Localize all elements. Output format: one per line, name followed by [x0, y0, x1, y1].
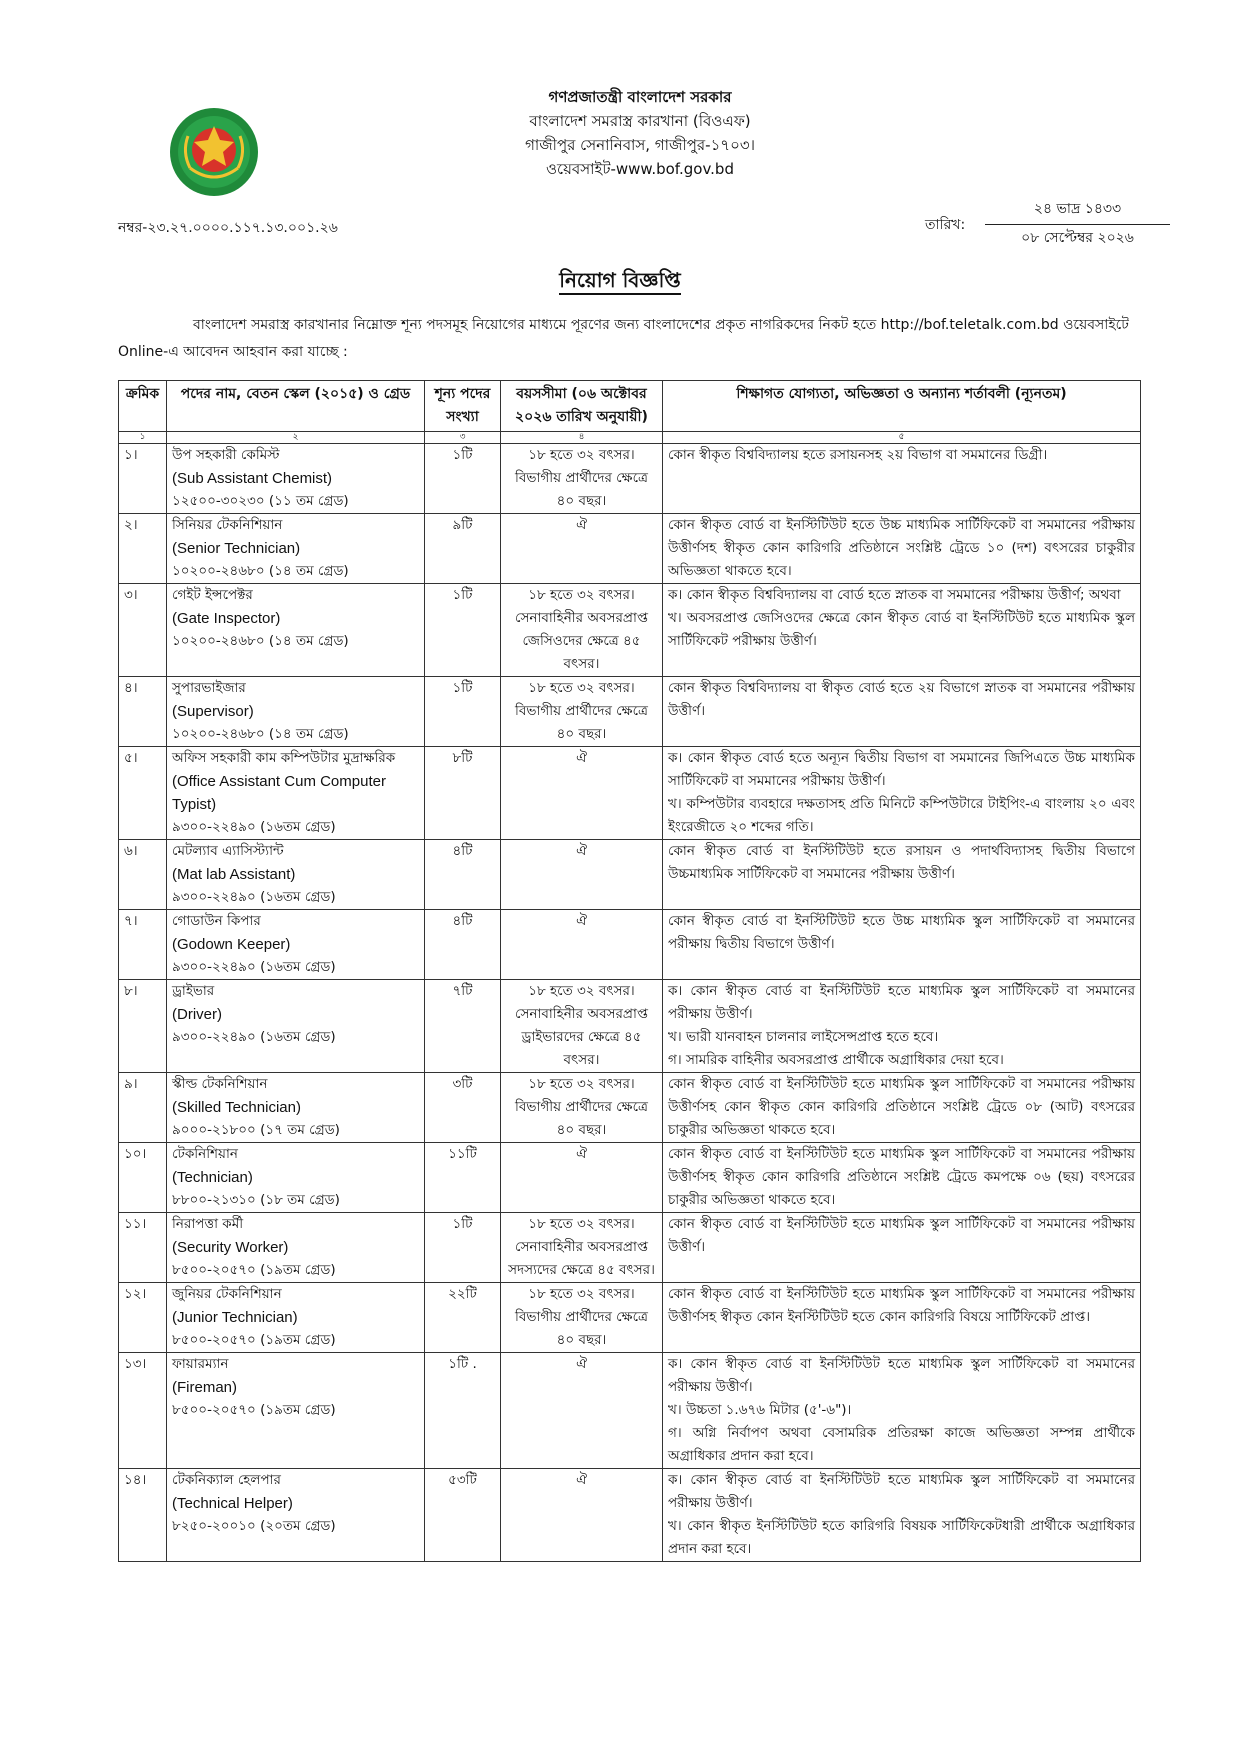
- pay-scale: ৯৩০০-২২৪৯০ (১৬তম গ্রেড): [172, 819, 336, 835]
- qualification-cell: [663, 1213, 1141, 1283]
- post-name-bangla: ড্রাইভার: [172, 983, 215, 999]
- header-post-name: পদের নাম, বেতন স্কেল (২০১৫) ও গ্রেড: [167, 381, 425, 432]
- organization-address: গাজীপুর সেনানিবাস, গাজীপুর-১৭০৩।: [525, 136, 755, 154]
- serial-cell: ৭।: [119, 910, 167, 980]
- vacancy-count-cell: ১টি: [425, 677, 501, 747]
- post-name-bangla: গোডাউন কিপার: [172, 913, 261, 929]
- post-name-cell: [167, 980, 425, 1073]
- table-row: [119, 747, 1141, 840]
- qualification-cell: [663, 444, 1141, 514]
- qualification-line: কোন স্বীকৃত বোর্ড বা ইনস্টিটিউট হতে মাধ্যমিক স্কুল সার্টিফিকেট বা সমমানের পরীক্ষায় উত্তীর্ণসহ স্বীকৃত কোন কারিগরি প্রতিষ্ঠানে সংশ্লিষ্ট ট্রেডে কমপক্ষে ০৬ (ছয়) বৎসরের চাকুরীর অভিজ্ঞতা থাকতে হবে।: [668, 1146, 1135, 1208]
- qualification-line: কোন স্বীকৃত বিশ্ববিদ্যালয় বা স্বীকৃত বোর্ড হতে ২য় বিভাগে স্নাতক বা সমমানের পরীক্ষায় উত্তীর্ণ।: [668, 680, 1135, 719]
- serial-cell: ৫।: [119, 747, 167, 840]
- post-name-english: (Godown Keeper): [172, 936, 291, 953]
- serial-cell: ৮।: [119, 980, 167, 1073]
- vacancy-count-cell: ৮টি: [425, 747, 501, 840]
- post-name-bangla: অফিস সহকারী কাম কম্পিউটার মুদ্রাক্ষরিক: [172, 750, 396, 766]
- government-name: গণপ্রজাতন্ত্রী বাংলাদেশ সরকার: [548, 88, 732, 106]
- table-row: [119, 584, 1141, 677]
- header-vacancy-count: শূন্য পদের সংখ্যা: [425, 381, 501, 432]
- post-name-cell: [167, 1213, 425, 1283]
- post-name-cell: [167, 584, 425, 677]
- serial-cell: ৩।: [119, 584, 167, 677]
- qualification-cell: [663, 980, 1141, 1073]
- post-name-cell: [167, 840, 425, 910]
- qualification-line: কোন স্বীকৃত বোর্ড বা ইনস্টিটিউট হতে মাধ্যমিক স্কুল সার্টিফিকেট বা সমমানের পরীক্ষায় উত্তীর্ণসহ কোন স্বীকৃত কোন কারিগরি প্রতিষ্ঠানে সংশ্লিষ্ট ট্রেডে ০৮ (আট) বৎসরের চাকুরীর অভিজ্ঞতা থাকতে হবে।: [668, 1076, 1135, 1138]
- serial-cell: ৪।: [119, 677, 167, 747]
- qualification-line: ক। কোন স্বীকৃত বোর্ড হতে অন্যূন দ্বিতীয় বিভাগ বা সমমানের জিপিএতে উচ্চ মাধ্যমিক সার্টিফিকেট বা সমমানের পরীক্ষায় উত্তীর্ণ।: [668, 750, 1135, 789]
- qualification-line: ক। কোন স্বীকৃত বোর্ড বা ইনস্টিটিউট হতে মাধ্যমিক স্কুল সার্টিফিকেট বা সমমানের পরীক্ষায় উত্তীর্ণ।: [668, 1356, 1135, 1395]
- post-name-bangla: গেইট ইন্সপেক্টর: [172, 587, 253, 603]
- age-limit-cell: ঐ: [501, 1353, 663, 1469]
- table-row: [119, 677, 1141, 747]
- qualification-line: কোন স্বীকৃত বোর্ড বা ইনস্টিটিউট হতে মাধ্যমিক স্কুল সার্টিফিকেট বা সমমানের পরীক্ষায় উত্তীর্ণ।: [668, 1216, 1135, 1255]
- post-name-english: (Fireman): [172, 1379, 238, 1396]
- post-name-english: (Technician): [172, 1169, 253, 1186]
- post-name-cell: [167, 444, 425, 514]
- age-limit-cell: ১৮ হতে ৩২ বৎসর। বিভাগীয় প্রার্থীদের ক্ষেত্রে ৪০ বছর।: [501, 1073, 663, 1143]
- table-row: [119, 1283, 1141, 1353]
- pay-scale: ৮২৫০-২০০১০ (২০তম গ্রেড): [172, 1518, 336, 1534]
- qualification-line: কোন স্বীকৃত বোর্ড বা ইনস্টিটিউট হতে রসায়ন ও পদার্থবিদ্যাসহ দ্বিতীয় বিভাগে উচ্চমাধ্যমিক সার্টিফিকেট বা সমমানের পরীক্ষায় উত্তীর্ণ।: [668, 843, 1135, 882]
- pay-scale: ৮৫০০-২০৫৭০ (১৯তম গ্রেড): [172, 1262, 336, 1278]
- vacancy-table-body: [119, 444, 1141, 1562]
- serial-cell: ১।: [119, 444, 167, 514]
- intro-paragraph: বাংলাদেশ সমরাস্ত্র কারখানার নিম্নোক্ত শূন্য পদসমূহ নিয়োগের মাধ্যমে পূরণের জন্য বাংলাদেশের প্রকৃত নাগরিকদের নিকট হতে http://bof.teletalk.com.bd ওয়েবসাইটে Online-এ আবেদন আহবান করা যাচ্ছে :: [118, 317, 1129, 360]
- post-name-cell: [167, 1353, 425, 1469]
- column-number: ৩: [425, 432, 501, 444]
- header-qualification: শিক্ষাগত যোগ্যতা, অভিজ্ঞতা ও অন্যান্য শর্তাবলী (ন্যূনতম): [663, 381, 1141, 432]
- pay-scale: ৯৩০০-২২৪৯০ (১৬তম গ্রেড): [172, 959, 336, 975]
- pay-scale: ৮৫০০-২০৫৭০ (১৯তম গ্রেড): [172, 1402, 336, 1418]
- age-limit-cell: ১৮ হতে ৩২ বৎসর। সেনাবাহিনীর অবসরপ্রাপ্ত সদস্যদের ক্ষেত্রে ৪৫ বৎসর।: [501, 1213, 663, 1283]
- post-name-bangla: মেটল্যাব এ্যাসিস্ট্যান্ট: [172, 843, 284, 859]
- qualification-line: খ। কম্পিউটার ব্যবহারে দক্ষতাসহ প্রতি মিনিটে কম্পিউটারে টাইপিং-এ বাংলায় ২০ এবং ইংরেজীতে ২০ শব্দের গতি।: [668, 796, 1135, 835]
- memo-number: নম্বর-২৩.২৭.০০০০.১১৭.১৩.০০১.২৬: [118, 220, 338, 236]
- qualification-line: কোন স্বীকৃত বোর্ড বা ইনস্টিটিউট হতে উচ্চ মাধ্যমিক সার্টিফিকেট বা সমমানের পরীক্ষায় উত্তীর্ণসহ স্বীকৃত কোন কারিগরি প্রতিষ্ঠানে সংশ্লিষ্ট ট্রেডে ১০ (দশ) বৎসরের চাকুরীর অভিজ্ঞতা থাকতে হবে।: [668, 517, 1135, 579]
- post-name-english: (Driver): [172, 1006, 222, 1023]
- post-name-cell: [167, 1073, 425, 1143]
- qualification-cell: [663, 1073, 1141, 1143]
- qualification-line: খ। ভারী যানবাহন চালনার লাইসেন্সপ্রাপ্ত হতে হবে।: [668, 1029, 939, 1045]
- pay-scale: ৯০০০-২১৮০০ (১৭ তম গ্রেড): [172, 1122, 340, 1138]
- post-name-bangla: সিনিয়র টেকনিশিয়ান: [172, 517, 283, 533]
- age-limit-cell: ঐ: [501, 840, 663, 910]
- age-limit-cell: ১৮ হতে ৩২ বৎসর। সেনাবাহিনীর অবসরপ্রাপ্ত ড্রাইভারদের ক্ষেত্রে ৪৫ বৎসর।: [501, 980, 663, 1073]
- table-row: [119, 444, 1141, 514]
- post-name-english: (Technical Helper): [172, 1495, 293, 1512]
- post-name-bangla: নিরাপত্তা কর্মী: [172, 1216, 244, 1232]
- post-name-cell: [167, 514, 425, 584]
- serial-cell: ১৩।: [119, 1353, 167, 1469]
- post-name-cell: [167, 1469, 425, 1562]
- post-name-english: (Sub Assistant Chemist): [172, 470, 333, 487]
- qualification-cell: [663, 514, 1141, 584]
- age-limit-cell: ১৮ হতে ৩২ বৎসর। বিভাগীয় প্রার্থীদের ক্ষেত্রে ৪০ বছর।: [501, 677, 663, 747]
- age-limit-cell: ঐ: [501, 910, 663, 980]
- header-serial: ক্রমিক: [119, 381, 167, 432]
- post-name-cell: [167, 747, 425, 840]
- post-name-bangla: সুপারভাইজার: [172, 680, 246, 696]
- serial-cell: ১১।: [119, 1213, 167, 1283]
- vacancy-count-cell: ১টি: [425, 584, 501, 677]
- serial-cell: ৬।: [119, 840, 167, 910]
- vacancy-count-cell: ৪টি: [425, 910, 501, 980]
- vacancy-table: [118, 380, 1141, 1562]
- qualification-line: খ। অবসরপ্রাপ্ত জেসিওদের ক্ষেত্রে কোন স্বীকৃত বোর্ড বা ইনস্টিটিউট হতে মাধ্যমিক স্কুল সার্টিফিকেট পরীক্ষায় উত্তীর্ণ।: [668, 610, 1135, 649]
- vacancy-count-cell: ৩টি: [425, 1073, 501, 1143]
- date-english: ০৮ সেপ্টেম্বর ২০২৬: [1021, 230, 1134, 246]
- table-row: [119, 980, 1141, 1073]
- date-divider: [985, 224, 1170, 225]
- qualification-line: গ। সামরিক বাহিনীর অবসরপ্রাপ্ত প্রার্থীকে অগ্রাধিকার দেয়া হবে।: [668, 1052, 1004, 1068]
- post-name-bangla: টেকনিক্যাল হেলপার: [172, 1472, 281, 1488]
- column-number: ৫: [663, 432, 1141, 444]
- organization-website: ওয়েবসাইট-www.bof.gov.bd: [546, 160, 734, 178]
- qualification-line: গ। অগ্নি নির্বাপণ অথবা বেসামরিক প্রতিরক্ষা কাজে অভিজ্ঞতা সম্পন্ন প্রার্থীকে অগ্রাধিকার প্রদান করা হবে।: [668, 1425, 1135, 1464]
- notice-title-text: নিয়োগ বিজ্ঞপ্তি: [559, 268, 681, 295]
- table-row: [119, 1213, 1141, 1283]
- qualification-line: ক। কোন স্বীকৃত বিশ্ববিদ্যালয় বা বোর্ড হতে স্নাতক বা সমমানের পরীক্ষায় উত্তীর্ণ; অথবা: [668, 587, 1121, 603]
- date-label: তারিখ:: [925, 217, 966, 233]
- pay-scale: ৮৫০০-২০৫৭০ (১৯তম গ্রেড): [172, 1332, 336, 1348]
- table-row: [119, 910, 1141, 980]
- column-number: ১: [119, 432, 167, 444]
- vacancy-count-cell: ১১টি: [425, 1143, 501, 1213]
- column-number: ২: [167, 432, 425, 444]
- table-row: [119, 1073, 1141, 1143]
- age-limit-cell: ঐ: [501, 514, 663, 584]
- post-name-cell: [167, 910, 425, 980]
- vacancy-count-cell: ১টি: [425, 1213, 501, 1283]
- post-name-english: (Mat lab Assistant): [172, 866, 296, 883]
- age-limit-cell: ঐ: [501, 747, 663, 840]
- post-name-bangla: জুনিয়র টেকনিশিয়ান: [172, 1286, 282, 1302]
- vacancy-count-cell: ৪টি: [425, 840, 501, 910]
- vacancy-count-cell: ৫৩টি: [425, 1469, 501, 1562]
- pay-scale: ১০২০০-২৪৬৮০ (১৪ তম গ্রেড): [172, 633, 349, 649]
- qualification-cell: [663, 584, 1141, 677]
- vacancy-count-cell: ৭টি: [425, 980, 501, 1073]
- post-name-english: (Skilled Technician): [172, 1099, 301, 1116]
- age-limit-cell: ঐ: [501, 1143, 663, 1213]
- vacancy-count-cell: ৯টি: [425, 514, 501, 584]
- qualification-cell: [663, 1283, 1141, 1353]
- qualification-cell: [663, 1353, 1141, 1469]
- header-age-limit: বয়সসীমা (০৬ অক্টোবর ২০২৬ তারিখ অনুযায়ী): [501, 381, 663, 432]
- vacancy-count-cell: ১টি .: [425, 1353, 501, 1469]
- post-name-english: (Gate Inspector): [172, 610, 281, 627]
- age-limit-cell: ১৮ হতে ৩২ বৎসর। সেনাবাহিনীর অবসরপ্রাপ্ত জেসিওদের ক্ষেত্রে ৪৫ বৎসর।: [501, 584, 663, 677]
- serial-cell: ২।: [119, 514, 167, 584]
- notice-title: [0, 266, 1240, 299]
- vacancy-count-cell: ২২টি: [425, 1283, 501, 1353]
- column-number-row: [119, 432, 1141, 444]
- post-name-bangla: স্কীল্ড টেকনিশিয়ান: [172, 1076, 268, 1092]
- organization-name: বাংলাদেশ সমরাস্ত্র কারখানা (বিওএফ): [529, 112, 751, 130]
- pay-scale: ১০২০০-২৪৬৮০ (১৪ তম গ্রেড): [172, 563, 349, 579]
- qualification-cell: [663, 747, 1141, 840]
- qualification-line: ক। কোন স্বীকৃত বোর্ড বা ইনস্টিটিউট হতে মাধ্যমিক স্কুল সার্টিফিকেট বা সমমানের পরীক্ষায় উত্তীর্ণ।: [668, 1472, 1135, 1511]
- serial-cell: ১২।: [119, 1283, 167, 1353]
- table-header-row: [119, 381, 1141, 432]
- serial-cell: ১৪।: [119, 1469, 167, 1562]
- post-name-bangla: টেকনিশিয়ান: [172, 1146, 238, 1162]
- post-name-english: (Office Assistant Cum Computer Typist): [172, 773, 386, 813]
- post-name-english: (Junior Technician): [172, 1309, 298, 1326]
- table-row: [119, 1353, 1141, 1469]
- age-limit-cell: ১৮ হতে ৩২ বৎসর। বিভাগীয় প্রার্থীদের ক্ষেত্রে ৪০ বছর।: [501, 1283, 663, 1353]
- table-row: [119, 1143, 1141, 1213]
- qualification-line: ক। কোন স্বীকৃত বোর্ড বা ইনস্টিটিউট হতে মাধ্যমিক স্কুল সার্টিফিকেট বা সমমানের পরীক্ষায় উত্তীর্ণ।: [668, 983, 1135, 1022]
- qualification-line: খ। উচ্চতা ১.৬৭৬ মিটার (৫'-৬")।: [668, 1402, 852, 1418]
- age-limit-cell: ১৮ হতে ৩২ বৎসর। বিভাগীয় প্রার্থীদের ক্ষেত্রে ৪০ বছর।: [501, 444, 663, 514]
- qualification-cell: [663, 677, 1141, 747]
- serial-cell: ১০।: [119, 1143, 167, 1213]
- qualification-cell: [663, 1469, 1141, 1562]
- pay-scale: ১২৫০০-৩০২৩০ (১১ তম গ্রেড): [172, 493, 349, 509]
- table-row: [119, 840, 1141, 910]
- table-row: [119, 514, 1141, 584]
- age-limit-cell: ঐ: [501, 1469, 663, 1562]
- post-name-cell: [167, 677, 425, 747]
- serial-cell: ৯।: [119, 1073, 167, 1143]
- bof-emblem-logo: [168, 106, 260, 198]
- table-row: [119, 1469, 1141, 1562]
- column-number: ৪: [501, 432, 663, 444]
- post-name-bangla: উপ সহকারী কেমিস্ট: [172, 447, 280, 463]
- qualification-line: কোন স্বীকৃত বোর্ড বা ইনস্টিটিউট হতে মাধ্যমিক স্কুল সার্টিফিকেট বা সমমানের পরীক্ষায় উত্তীর্ণসহ স্বীকৃত কোন ইনস্টিটিউট হতে কোন কারিগরি বিষয়ে সার্টিফিকেট প্রাপ্ত।: [668, 1286, 1135, 1325]
- pay-scale: ১০২০০-২৪৬৮০ (১৪ তম গ্রেড): [172, 726, 349, 742]
- qualification-line: খ। কোন স্বীকৃত ইনস্টিটিউট হতে কারিগরি বিষয়ক সার্টিফিকেটধারী প্রার্থীকে অগ্রাধিকার প্রদান করা হবে।: [668, 1518, 1135, 1557]
- pay-scale: ৮৮০০-২১৩১০ (১৮ তম গ্রেড): [172, 1192, 340, 1208]
- post-name-english: (Senior Technician): [172, 540, 301, 557]
- post-name-cell: [167, 1283, 425, 1353]
- qualification-line: কোন স্বীকৃত বিশ্ববিদ্যালয় হতে রসায়নসহ ২য় বিভাগ বা সমমানের ডিগ্রী।: [668, 447, 1048, 463]
- vacancy-count-cell: ১টি: [425, 444, 501, 514]
- post-name-bangla: ফায়ারম্যান: [172, 1356, 229, 1372]
- post-name-cell: [167, 1143, 425, 1213]
- post-name-english: (Security Worker): [172, 1239, 289, 1256]
- pay-scale: ৯৩০০-২২৪৯০ (১৬তম গ্রেড): [172, 1029, 336, 1045]
- post-name-english: (Supervisor): [172, 703, 254, 720]
- date-bangla: ২৪ ভাদ্র ১৪৩৩: [1033, 201, 1122, 217]
- pay-scale: ৯৩০০-২২৪৯০ (১৬তম গ্রেড): [172, 889, 336, 905]
- qualification-cell: [663, 910, 1141, 980]
- qualification-cell: [663, 840, 1141, 910]
- qualification-line: কোন স্বীকৃত বোর্ড বা ইনস্টিটিউট হতে উচ্চ মাধ্যমিক স্কুল সার্টিফিকেট বা সমমানের পরীক্ষায় দ্বিতীয় বিভাগে উত্তীর্ণ।: [668, 913, 1135, 952]
- qualification-cell: [663, 1143, 1141, 1213]
